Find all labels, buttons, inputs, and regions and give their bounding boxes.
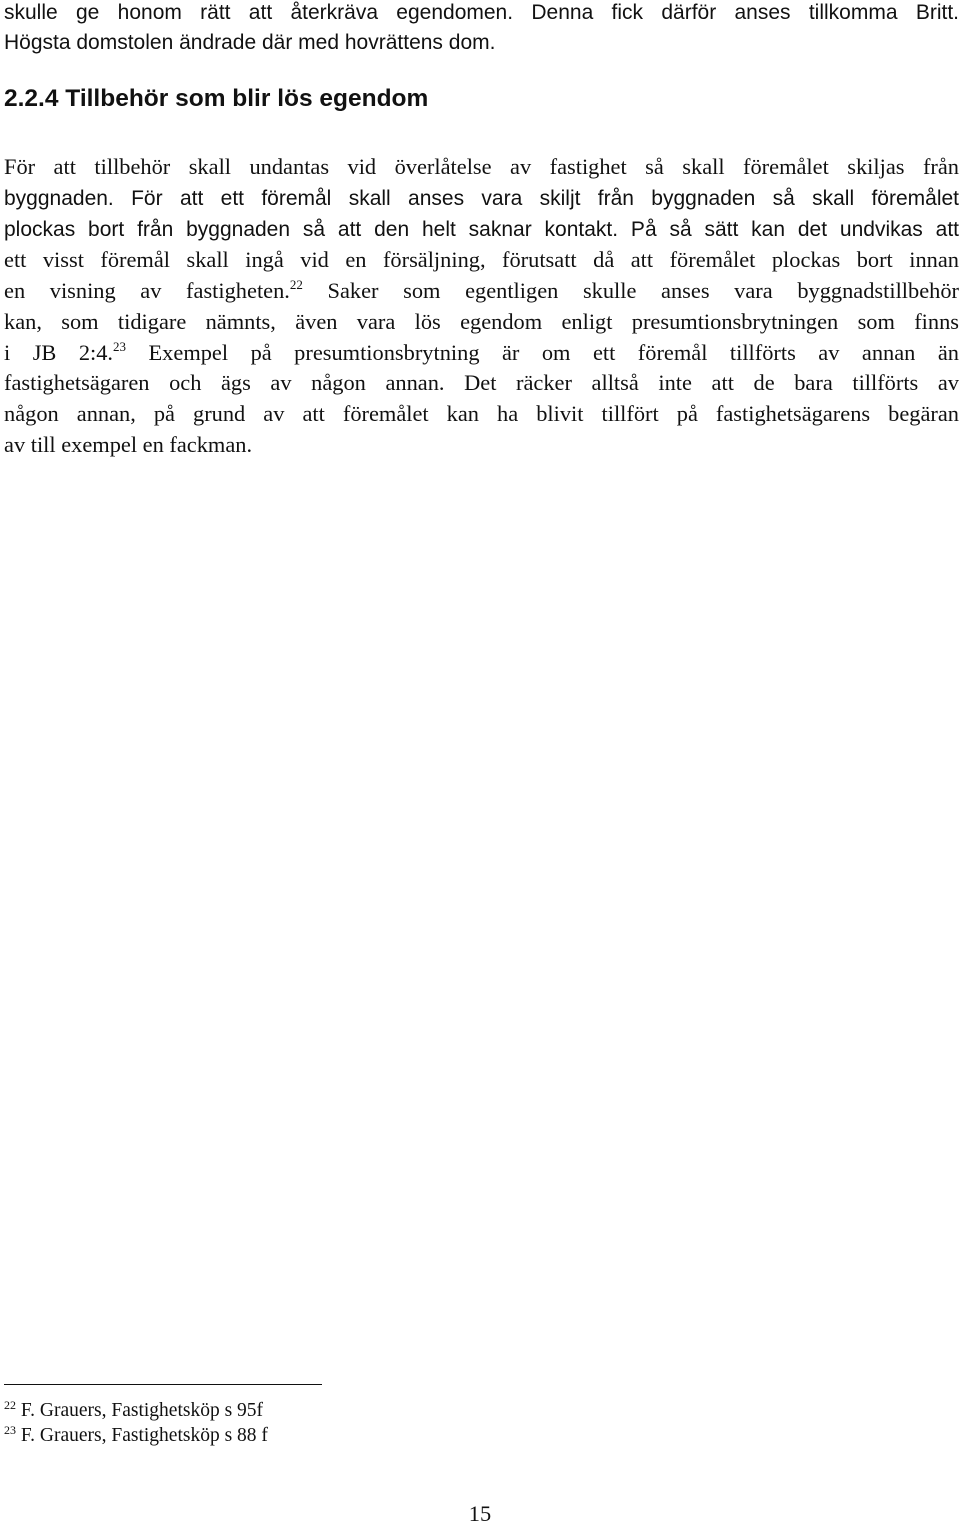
body-line: ett visst föremål skall ingå vid en försäljning, förutsatt då att föremålet plockas bort innan — [4, 247, 959, 272]
body-line — [4, 214, 959, 245]
footnote-divider — [4, 1384, 322, 1385]
body-line: någon annan, på grund av att föremålet kan ha blivit tillfört på fastighetsägarens begäran — [4, 401, 959, 426]
body-text-sans: plockas bort från byggnaden så att den helt saknar kontakt. På så sätt kan det undvikas att — [4, 218, 959, 241]
body-line: kan, som tidigare nämnts, även vara lös egendom enligt presumtionsbrytningen som finns — [4, 309, 959, 334]
body-line — [4, 276, 959, 306]
footnote — [4, 1399, 263, 1423]
body-text: i JB 2:4. — [4, 340, 114, 365]
body-line: skulle ge honom rätt att återkräva egendomen. Denna fick därför anses tillkomma Britt. — [4, 1, 959, 24]
footnote-text: F. Grauers, Fastighetsköp s 95f — [20, 1400, 264, 1421]
body-line: För att tillbehör skall undantas vid överlåtelse av fastighet så skall föremålet skiljas från — [4, 154, 959, 179]
body-line — [4, 183, 959, 214]
body-line: Högsta domstolen ändrade där med hovrättens dom. — [4, 31, 496, 54]
body-text-sans: byggnaden. För att ett föremål skall anses vara skiljt från byggnaden så skall föremålet — [4, 187, 959, 210]
body-text: en visning av fastigheten. — [4, 278, 290, 303]
body-text: Exempel på presumtionsbrytning är om ett föremål tillförts av annan än — [126, 340, 959, 365]
footnote-reference[interactable]: 22 — [289, 277, 303, 292]
footnote-number: 23 — [4, 1423, 16, 1437]
body-line: fastighetsägaren och ägs av någon annan. Det räcker alltså inte att de bara tillförts av — [4, 370, 959, 395]
footnote — [4, 1424, 268, 1448]
footnote-reference[interactable]: 23 — [113, 339, 127, 354]
body-line: av till exempel en fackman. — [4, 432, 253, 457]
footnote-text: F. Grauers, Fastighetsköp s 88 f — [20, 1425, 268, 1446]
body-text: Saker som egentligen skulle anses vara byggnadstillbehör — [302, 278, 960, 303]
footnote-number: 22 — [4, 1398, 16, 1412]
body-line — [4, 338, 959, 368]
page-number: 15 — [468, 1501, 492, 1526]
section-heading: 2.2.4 Tillbehör som blir lös egendom — [4, 85, 429, 112]
